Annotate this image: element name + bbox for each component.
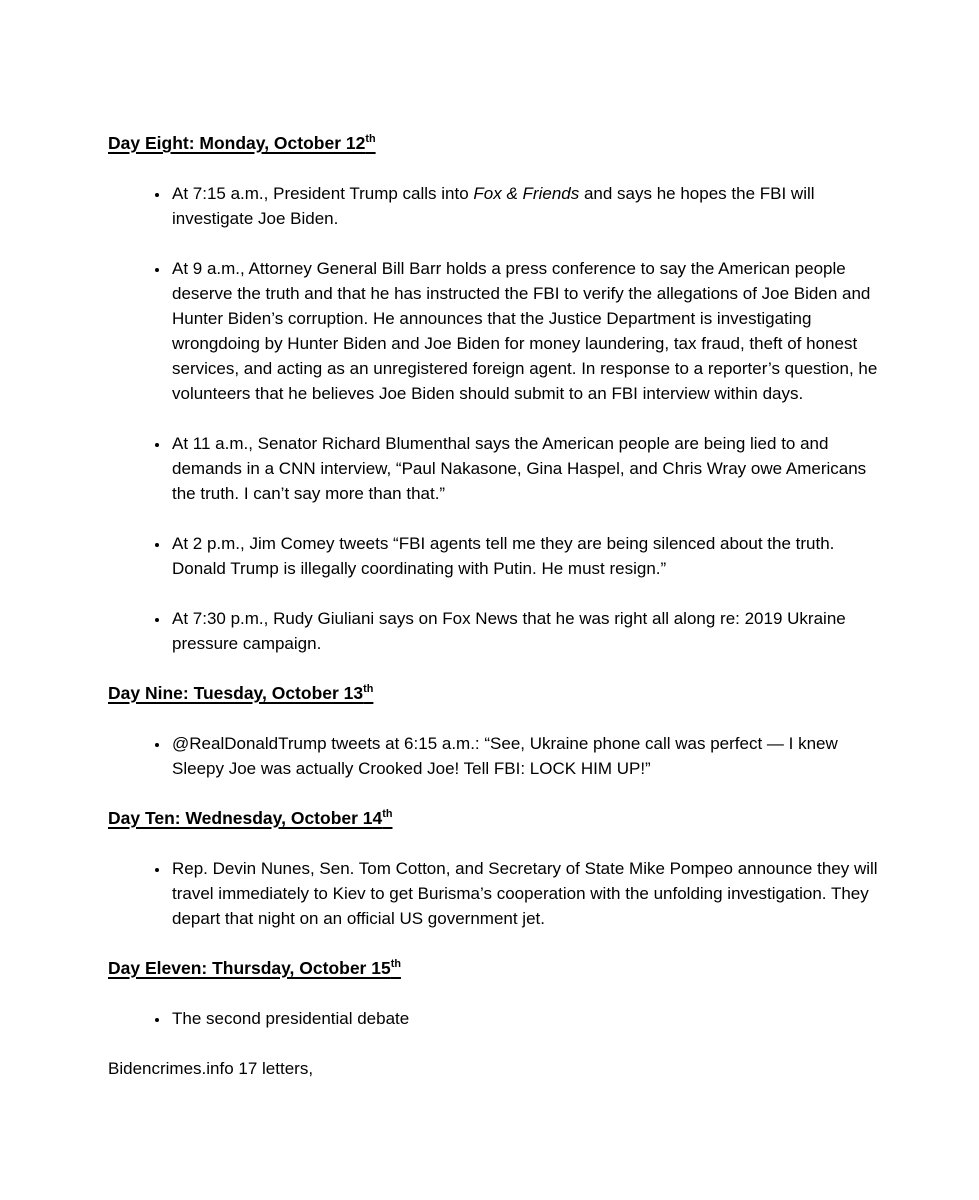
heading-day-eight (108, 131, 890, 156)
ordinal-superscript: th (365, 133, 376, 146)
bullet-text: At 9 a.m., Attorney General Bill Barr holds a press conference to say the American people deserve the truth and that he has instructed the FBI to verify the allegations of Joe Biden and Hunter Biden’s corruption. He announces that the Justice Department is investigating wrongdoing by Hunter Biden and Joe Biden for money laundering, tax fraud, theft of honest services, and acting as an unregistered foreign agent. In response to a reporter’s question, he volunteers that he believes Joe Biden should submit to an FBI interview within days. (172, 259, 878, 403)
bullet-text: @RealDonaldTrump tweets at 6:15 a.m.: “See, Ukraine phone call was perfect — I knew Sleepy Joe was actually Crooked Joe! Tell FBI: LOCK HIM UP!” (172, 734, 838, 778)
list-item (170, 431, 890, 506)
bullet-text: At 11 a.m., Senator Richard Blumenthal says the American people are being lied to and demands in a CNN interview, “Paul Nakasone, Gina Haspel, and Chris Wray owe Americans the truth. I can’t say more than that.” (172, 434, 867, 503)
bullet-text: At 2 p.m., Jim Comey tweets “FBI agents tell me they are being silenced about the truth. Donald Trump is illegally coordinating with Putin. He must resign.” (172, 534, 835, 578)
bullet-text: At 7:15 a.m., President Trump calls into (172, 184, 474, 203)
section-day-eleven (108, 956, 890, 1031)
bullet-text: and says he hopes the FBI will investigate Joe Biden. (172, 184, 815, 228)
ordinal-superscript: th (382, 808, 393, 821)
bullet-list-day-nine (108, 731, 890, 781)
bullet-text: The second presidential debate (172, 1009, 410, 1028)
bullet-text: Rep. Devin Nunes, Sen. Tom Cotton, and Secretary of State Mike Pompeo announce they will travel immediately to Kiev to get Burisma’s cooperation with the unfolding investigation. They depart that night on an official US government jet. (172, 859, 878, 928)
bullet-list-day-eight (108, 181, 890, 656)
list-item (170, 256, 890, 406)
bullet-text: At 7:30 p.m., Rudy Giuliani says on Fox News that he was right all along re: 2019 Ukraine pressure campaign. (172, 609, 846, 653)
bullet-list-day-eleven (108, 1006, 890, 1031)
section-day-eight (108, 131, 890, 656)
section-day-ten (108, 806, 890, 931)
heading-day-eleven (108, 956, 890, 981)
ordinal-superscript: th (390, 958, 401, 971)
heading-day-nine (108, 681, 890, 706)
list-item (170, 531, 890, 581)
section-day-nine (108, 681, 890, 781)
bullet-list-day-ten (108, 856, 890, 931)
list-item (170, 181, 890, 231)
list-item (170, 856, 890, 931)
heading-day-ten (108, 806, 890, 831)
list-item (170, 606, 890, 656)
list-item (170, 731, 890, 781)
heading-text: Day Eleven: Thursday, October 15 (108, 958, 391, 978)
list-item (170, 1006, 890, 1031)
heading-text: Day Nine: Tuesday, October 13 (108, 683, 364, 703)
footer-note: Bidencrimes.info 17 letters, (108, 1059, 314, 1078)
heading-text: Day Ten: Wednesday, October 14 (108, 808, 383, 828)
ordinal-superscript: th (363, 683, 374, 696)
heading-text: Day Eight: Monday, October 12 (108, 133, 366, 153)
bullet-text-italic: Fox & Friends (473, 184, 580, 203)
